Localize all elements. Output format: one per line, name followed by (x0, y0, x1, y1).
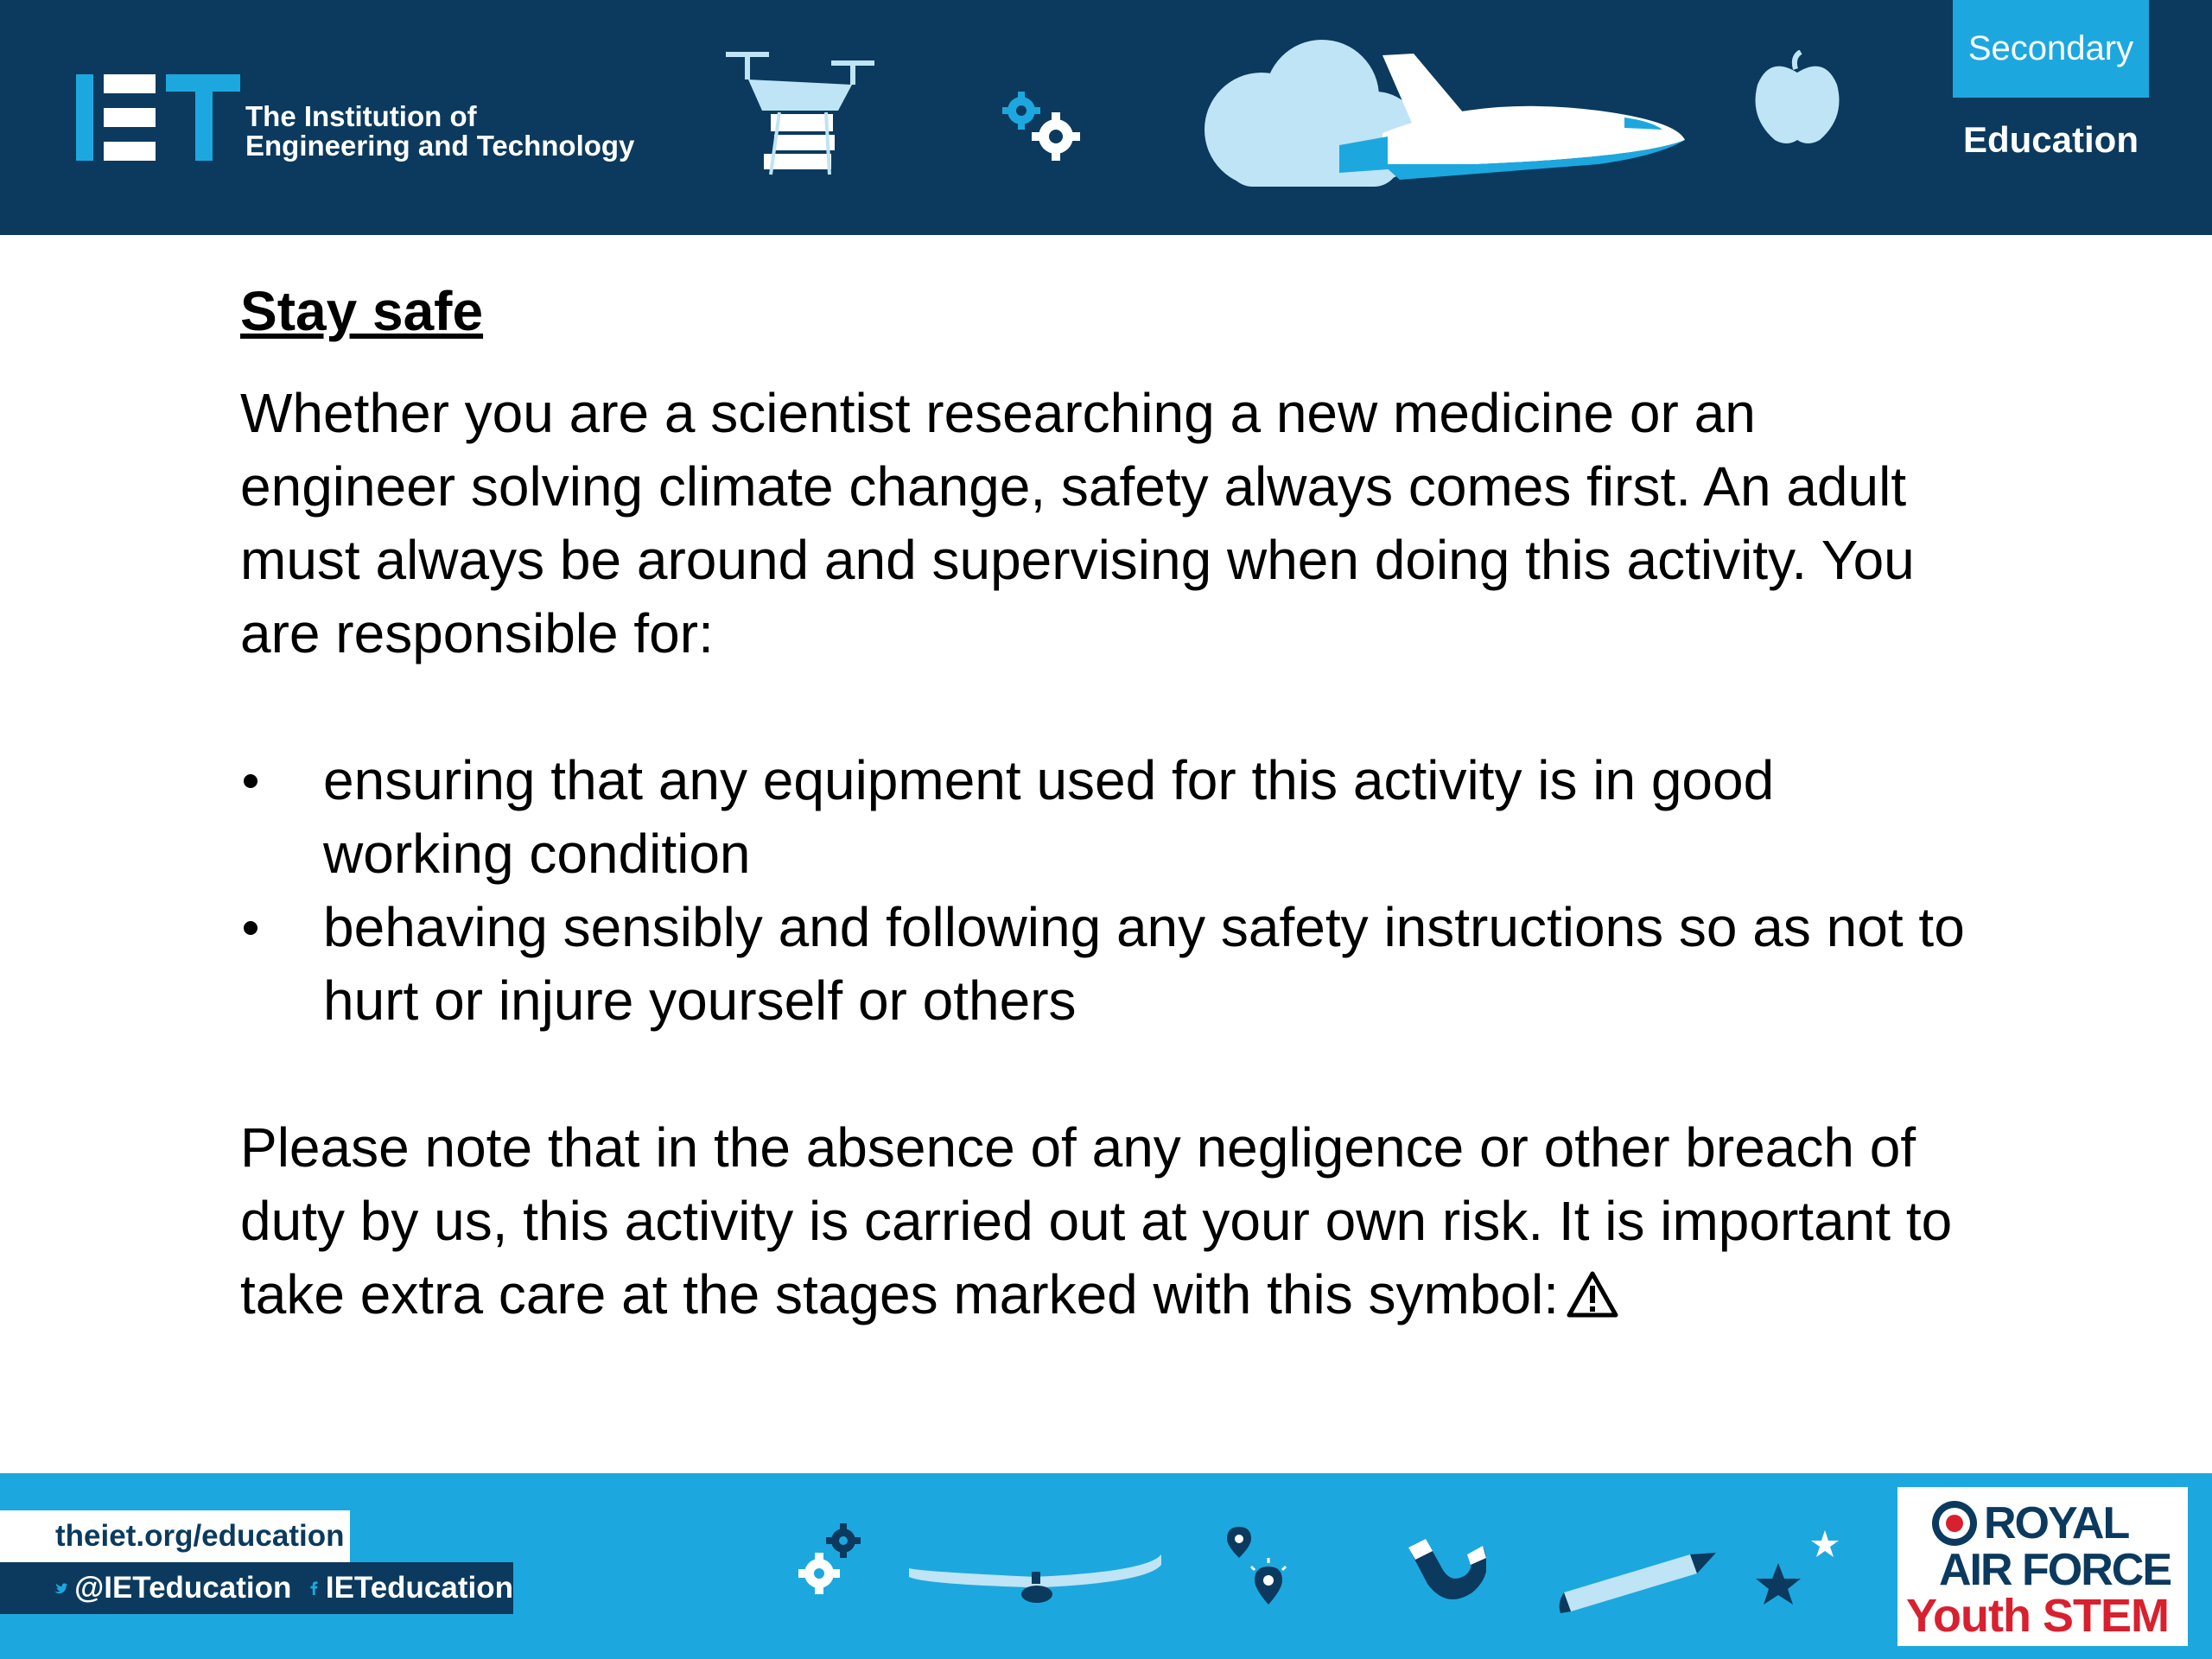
glider-icon (906, 1534, 1165, 1611)
website-link[interactable]: theiet.org/education (0, 1510, 350, 1562)
facebook-icon (310, 1573, 318, 1603)
apple-icon (1752, 50, 1842, 147)
org-name (245, 102, 634, 161)
section-label: Education (1962, 119, 2139, 160)
org-name-line1: The Institution of (245, 100, 477, 132)
magnet-icon (1400, 1530, 1486, 1608)
list-item (240, 744, 1968, 891)
gears-icon (999, 88, 1085, 162)
footer-banner (0, 1473, 2212, 1659)
bullet-icon (244, 921, 257, 935)
social-links (0, 1562, 513, 1614)
header-banner (0, 0, 2212, 235)
intro-paragraph: Whether you are a scientist researching a new medicine or an engineer solving climate change, safety always comes first. An adult must always be around and supervising when doing this activity. You are responsible for: (240, 382, 1915, 664)
list-item-text: ensuring that any equipment used for this activity is in good working condition (323, 749, 1775, 885)
stage-badge: Secondary (1953, 0, 2149, 98)
raf-logo-royal: ROYAL (1984, 1498, 2129, 1548)
space-shuttle-icon (1192, 35, 1694, 199)
raf-logo-air-force: AIR FORCE (1939, 1545, 2171, 1595)
iet-logo-icon (76, 74, 240, 161)
list-item (240, 891, 1968, 1038)
raf-youth-stem-logo (1897, 1487, 2188, 1646)
raf-logo-youth-stem: Youth STEM (1906, 1590, 2169, 1642)
stars-icon (1752, 1525, 1847, 1611)
page-title: Stay safe (240, 280, 484, 342)
main-content (240, 275, 1968, 1332)
gear-icon (795, 1522, 868, 1598)
pencil-icon (1555, 1539, 1719, 1617)
facebook-handle[interactable]: IETeducation (325, 1571, 513, 1605)
warning-triangle-icon (1566, 1270, 1619, 1319)
risk-note-paragraph (240, 1111, 1968, 1332)
bullet-icon (244, 774, 257, 788)
responsibilities-list (240, 744, 1968, 1038)
risk-note-text: Please note that in the absence of any negligence or other breach of duty by us, this activity is carried out at your own risk. It is important to take extra care at the stages marked with this symbol: (240, 1116, 1953, 1325)
list-item-text: behaving sensibly and following any safety instructions so as not to hurt or injure yourself or others (323, 896, 1965, 1032)
drone-icon (722, 45, 878, 194)
twitter-icon (54, 1575, 67, 1601)
org-name-line2: Engineering and Technology (245, 130, 635, 162)
twitter-handle[interactable]: @IETeducation (74, 1571, 292, 1605)
raf-roundel-icon (1930, 1499, 1979, 1548)
location-pins-icon (1217, 1520, 1294, 1615)
